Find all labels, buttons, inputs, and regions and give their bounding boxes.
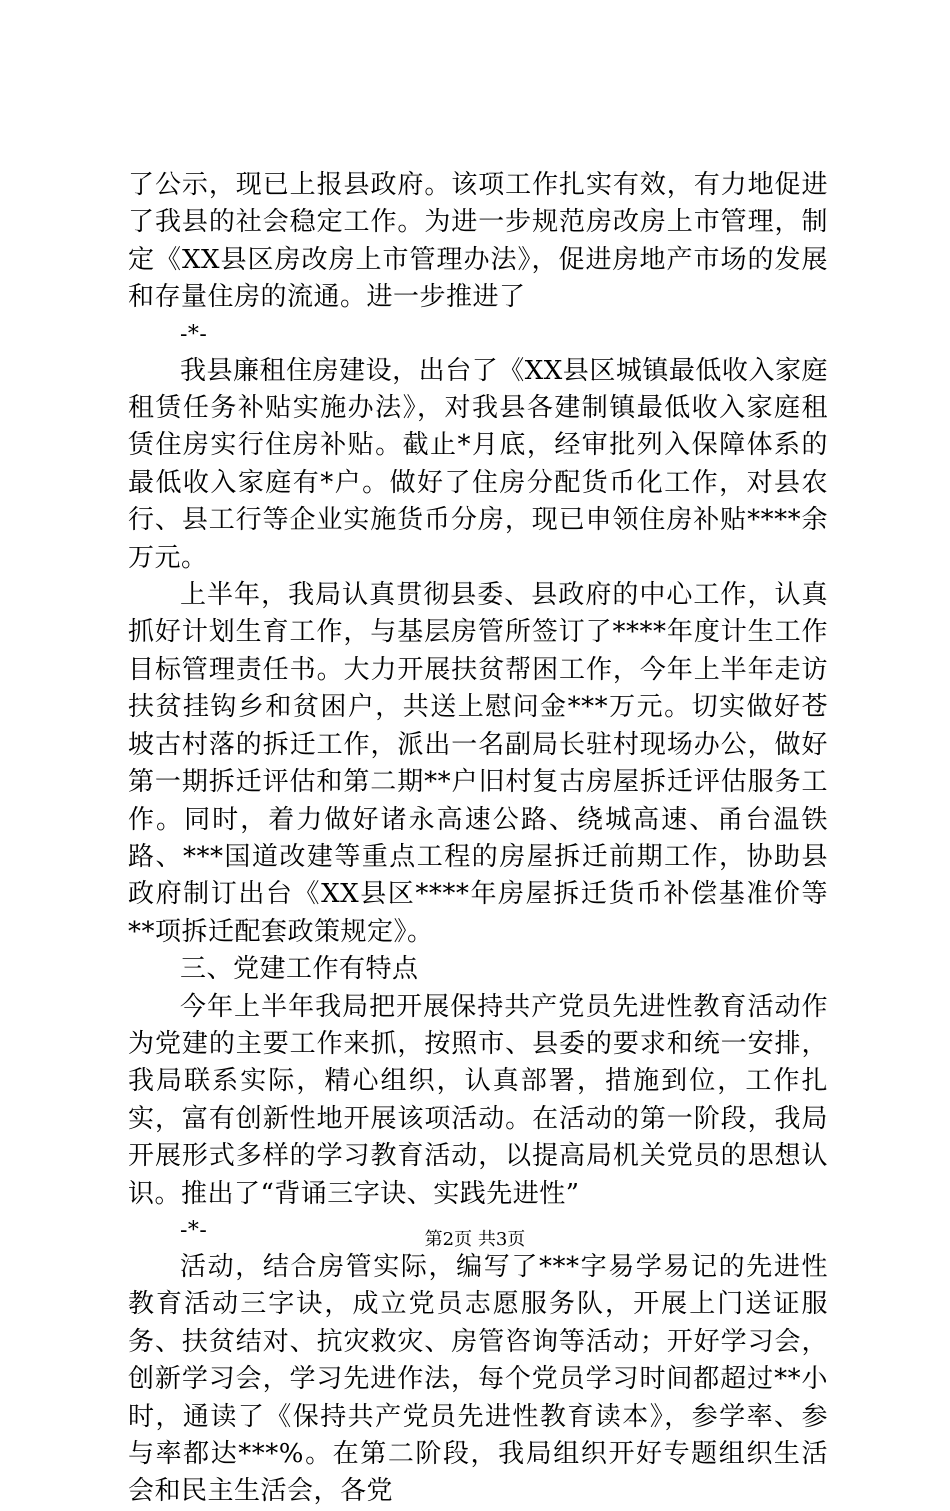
page-separator: -*-	[180, 321, 208, 347]
paragraph-4: 今年上半年我局把开展保持共产党员先进性教育活动作为党建的主要工作来抓，按照市、县委的要求和统一安排，我局联系实际，精心组织，认真部署，措施到位，工作扎实，富有创新性地开展该项活动。在活动的第一阶段，我局开展形式多样的学习教育活动，以提高局机关党员的思想认识。推出了“背诵三字诀、实践先进性”	[128, 991, 828, 1209]
paragraph-5: 活动，结合房管实际，编写了***字易学易记的先进性教育活动三字诀，成立党员志愿服务队，开展上门送证服务、扶贫结对、抗灾救灾、房管咨询等活动；开好学习会，创新学习会，学习先进作法，每个党员学习时间都超过**小时，通读了《保持共产党员先进性教育读本》，参学率、参与率都达***%。在第二阶段，我局组织开好专题组织生活会和民主生活会，各党	[128, 1251, 828, 1507]
paragraph-3: 上半年，我局认真贯彻县委、县政府的中心工作，认真抓好计划生育工作，与基层房管所签订了****年度计生工作目标管理责任书。大力开展扶贫帮困工作，今年上半年走访扶贫挂钩乡和贫困户，共送上慰问金***万元。切实做好苍坡古村落的拆迁工作，派出一名副局长驻村现场办公，做好第一期拆迁评估和第二期**户旧村复古房屋拆迁评估服务工作。同时，着力做好诸永高速公路、绕城高速、甬台温铁路、***国道改建等重点工程的房屋拆迁前期工作，协助县政府制订出台《XX县区****年房屋拆迁货币补偿基准价等**项拆迁配套政策规定》。	[128, 580, 828, 947]
paragraph-2: 我县廉租住房建设，出台了《XX县区城镇最低收入家庭租赁任务补贴实施办法》，对我县各建制镇最低收入家庭租赁住房实行住房补贴。截止*月底，经审批列入保障体系的最低收入家庭有*户。做好了住房分配货币化工作，对县农行、县工行等企业实施货币分房，现已申领住房补贴****余万元。	[128, 355, 828, 573]
section-heading: 三、党建工作有特点	[180, 954, 419, 985]
document-body	[128, 167, 828, 1511]
paragraph-1: 了公示，现已上报县政府。该项工作扎实有效，有力地促进了我县的社会稳定工作。为进一步规范房改房上市管理，制定《XX县区房改房上市管理办法》，促进房地产市场的发展和存量住房的流通。进一步推进了	[128, 170, 828, 313]
page-number-footer: 第2页 共3页	[424, 1229, 526, 1250]
page-separator: -*-	[180, 1217, 208, 1243]
